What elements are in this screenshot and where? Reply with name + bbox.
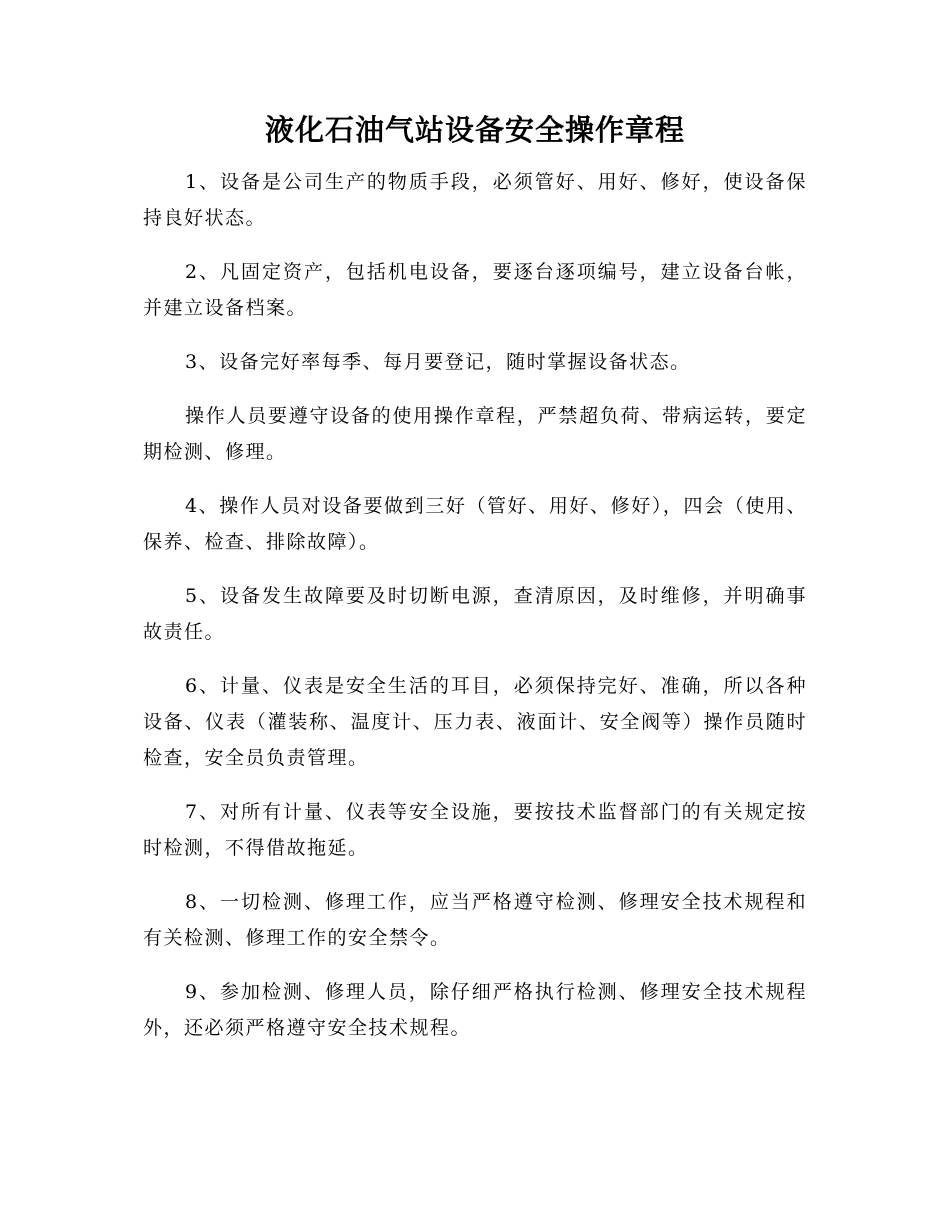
paragraph-9: 9、参加检测、修理人员，除仔细严格执行检测、修理安全技术规程外，还必须严格遵守安全技术规程。 (143, 981, 807, 1039)
paragraph-4: 4、操作人员对设备要做到三好（管好、用好、修好），四会（使用、保养、检查、排除故障）。 (143, 495, 807, 553)
paragraph-8: 8、一切检测、修理工作，应当严格遵守检测、修理安全技术规程和有关检测、修理工作的安全禁令。 (143, 891, 807, 949)
paragraph-3: 3、设备完好率每季、每月要登记，随时掌握设备状态。 (185, 351, 691, 373)
paragraph-5: 5、设备发生故障要及时切断电源，查清原因，及时维修，并明确事故责任。 (143, 585, 807, 643)
paragraph-2: 2、凡固定资产，包括机电设备，要逐台逐项编号，建立设备台帐，并建立设备档案。 (143, 261, 807, 319)
document-body (143, 164, 807, 1064)
paragraph-1: 1、设备是公司生产的物质手段，必须管好、用好、修好，使设备保持良好状态。 (143, 171, 807, 229)
paragraph-operator-rules: 操作人员要遵守设备的使用操作章程，严禁超负荷、带病运转，要定期检测、修理。 (143, 405, 807, 463)
paragraph-6: 6、计量、仪表是安全生活的耳目，必须保持完好、准确，所以各种设备、仪表（灌装称、温度计、压力表、液面计、安全阀等）操作员随时检查，安全员负责管理。 (143, 675, 807, 769)
paragraph-7: 7、对所有计量、仪表等安全设施，要按技术监督部门的有关规定按时检测，不得借故拖延。 (143, 801, 807, 859)
document-title: 液化石油气站设备安全操作章程 (264, 113, 685, 147)
